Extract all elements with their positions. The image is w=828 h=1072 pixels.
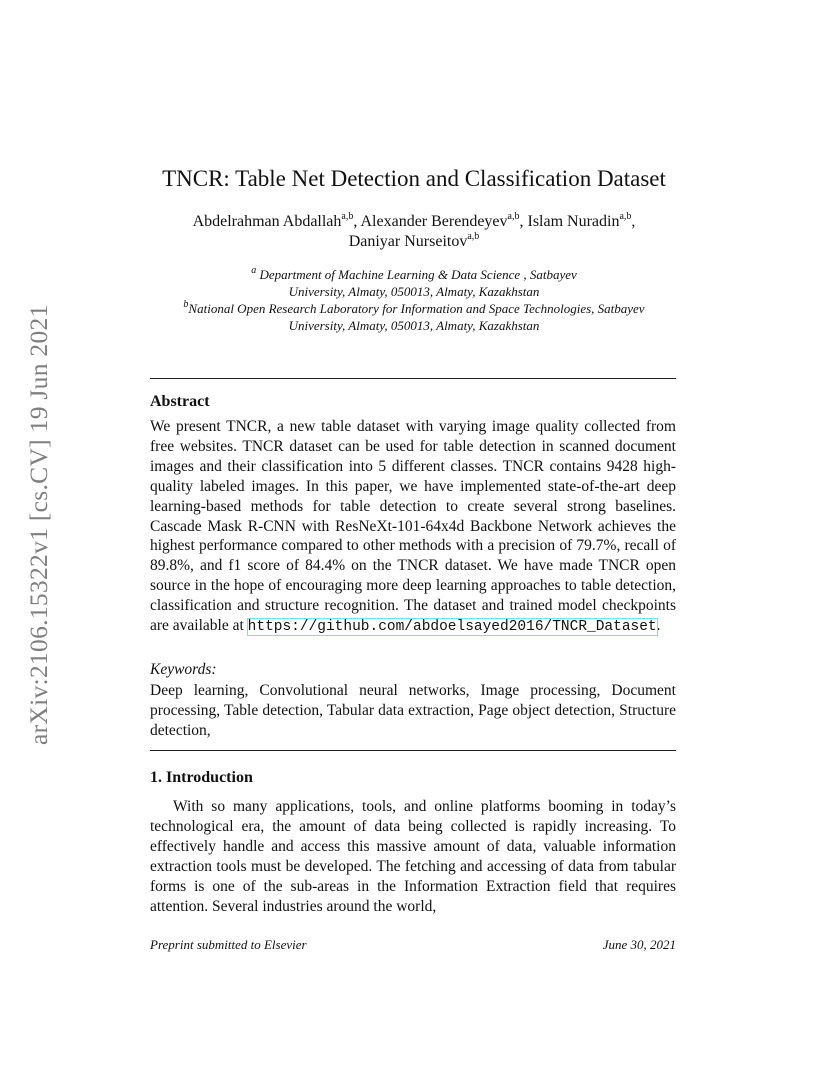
introduction-paragraph: With so many applications, tools, and online platforms booming in today’s technological era, the amount of data being collected is rapidly increasing. To effectively handle and access this massive amount of data, valuable information extraction tools must be developed. The fetching and accessing of data from tabular forms is one of the sub-areas in the Information Extraction field that requires attention. Several industries around the world,: [150, 798, 676, 915]
arxiv-identifier: arXiv:2106.15322v1 [cs.CV] 19 Jun 2021: [24, 304, 53, 746]
dataset-link[interactable]: https://github.com/abdoelsayed2016/TNCR_Dataset: [247, 619, 657, 636]
keywords-text: Deep learning, Convolutional neural networks, Image processing, Document processing, Table detection, Tabular data extraction, Page object detection, Structure detection,: [150, 682, 676, 739]
author-name: Alexander Berendeyev: [360, 213, 508, 230]
affiliations: [150, 266, 678, 334]
abstract-body: We present TNCR, a new table dataset with varying image quality collected from free websites. TNCR dataset can be used for table detection in scanned document images and their classification into 5 different classes. TNCR contains 9428 high-quality labeled images. In this paper, we have implemented state-of-the-art deep learning-based methods for table detection to create several strong baselines. Cascade Mask R-CNN with ResNeXt-101-64x4d Backbone Network achieves the highest performance compared to other methods with a precision of 79.7%, recall of 89.8%, and f1 score of 84.4% on the TNCR dataset. We have made TNCR open source in the hope of encouraging more deep learning approaches to table detection, classification and structure recognition. The dataset and trained model checkpoints are available at: [150, 418, 676, 635]
author-separator: ,: [353, 213, 361, 230]
author-affil-mark: a,b: [507, 210, 520, 222]
author-affil-mark: a,b: [341, 210, 354, 222]
abstract-top-rule: [150, 378, 676, 379]
keywords-heading: Keywords:: [150, 661, 217, 678]
affiliation-b-line2: University, Almaty, 050013, Almaty, Kazakhstan: [288, 318, 540, 333]
abstract-text: [150, 417, 676, 638]
abstract-end: .: [656, 617, 661, 635]
author-separator: ,: [631, 213, 636, 230]
affiliation-b-line1: National Open Research Laboratory for Information and Space Technologies, Satbayev: [188, 301, 645, 316]
footer-preprint-note: Preprint submitted to Elsevier: [150, 937, 307, 952]
author-name: Daniyar Nurseitov: [348, 233, 468, 250]
affil-mark-b: b: [183, 298, 189, 310]
section-heading-introduction: 1. Introduction: [150, 769, 253, 786]
affiliation-a-line2: University, Almaty, 050013, Almaty, Kazakhstan: [288, 284, 540, 299]
author-separator: ,: [519, 213, 528, 230]
author-name: Islam Nuradin: [527, 213, 620, 230]
author-name: Abdelrahman Abdallah: [192, 213, 342, 230]
footer-date: June 30, 2021: [602, 937, 676, 952]
paper-title: TNCR: Table Net Detection and Classification Dataset: [162, 166, 666, 191]
abstract-bottom-rule: [150, 750, 676, 751]
abstract-heading: Abstract: [150, 393, 210, 410]
author-list: [150, 212, 678, 252]
affil-mark-a: a: [251, 264, 257, 276]
author-affil-mark: a,b: [619, 210, 632, 222]
author-affil-mark: a,b: [467, 230, 480, 242]
affiliation-a-line1: Department of Machine Learning & Data Science , Satbayev: [256, 267, 577, 282]
